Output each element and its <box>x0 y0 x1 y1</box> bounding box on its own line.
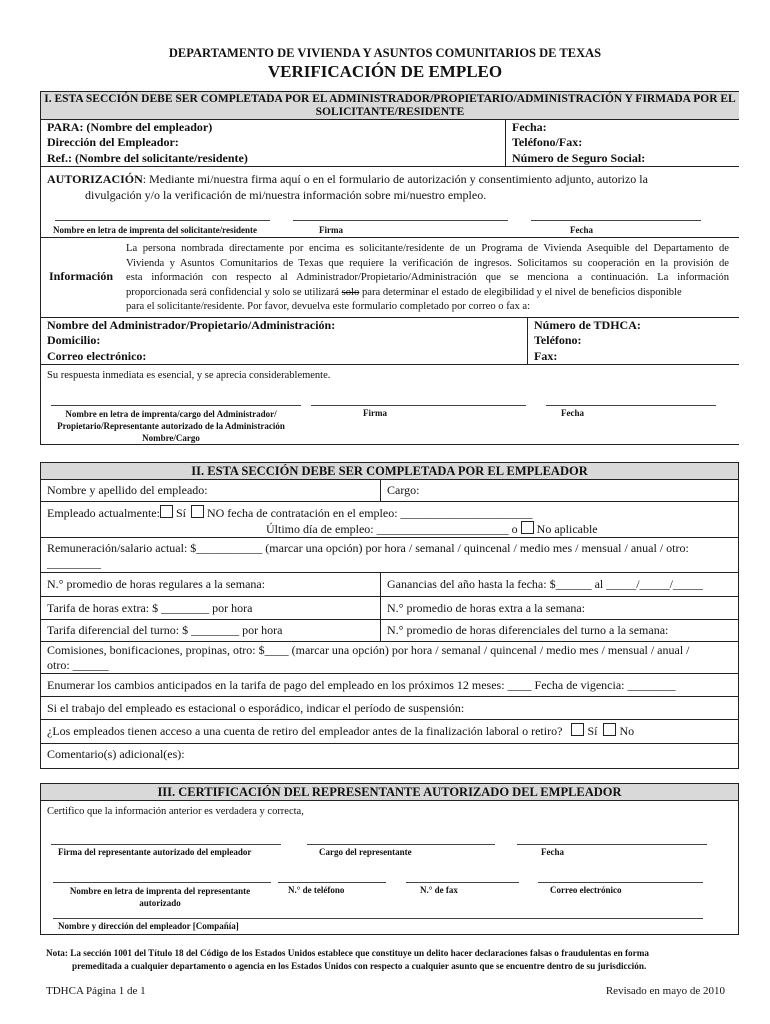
rep-fax-line[interactable] <box>406 882 519 883</box>
shift-row <box>41 620 738 642</box>
hours-row <box>41 573 738 597</box>
applicant-signature-line[interactable] <box>293 220 508 221</box>
info-line-3: esta información con respecto al Administrador/Propietario/Administración que se menciona a continuación. La información <box>126 272 729 284</box>
rep-name-line[interactable] <box>53 882 271 883</box>
commissions-row <box>41 642 738 674</box>
section-2 <box>40 462 739 769</box>
salary-line-1: Remuneración/salario actual: $___________ (marcar una opción) por hora / semanal / quincenal / medio mes / mensual / anual / otro: <box>47 541 689 555</box>
rep-name-label <box>55 885 265 909</box>
section-1-heading-line1: I. ESTA SECCIÓN DEBE SER COMPLETADA POR EL ADMINISTRADOR/PROPIETARIO/ADMINISTRACIÓN Y FIRMADA POR EL <box>44 93 736 105</box>
department-heading: DEPARTAMENTO DE VIVIENDA Y ASUNTOS COMUNITARIOS DE TEXAS <box>168 46 602 60</box>
rep-date-label: Fecha <box>541 847 564 857</box>
authorization-label: AUTORIZACIÓN <box>47 172 143 186</box>
admin-name-label-line1: Nombre en letra de imprenta/cargo del Administrador/ <box>65 409 277 419</box>
legal-note-line1: Nota: La sección 1001 del Título 18 del Código de los Estados Unidos establece que constituye un delito hacer declaraciones falsas o fraudulentas en forma <box>46 948 649 958</box>
retirement-no-label: No <box>619 724 635 738</box>
not-applicable-label: No aplicable <box>536 522 598 536</box>
commissions-line-2: otro: ______ <box>47 658 109 672</box>
employed-yes-label: Sí <box>175 506 186 520</box>
avg-shift-field[interactable]: N.° promedio de horas diferenciales del turno a la semana: <box>387 623 669 637</box>
rep-name-label-line1: Nombre en letra de imprenta del representante <box>69 886 251 896</box>
applicant-date-line[interactable] <box>531 220 701 221</box>
info-struck-word: solo <box>341 286 360 298</box>
position-field[interactable]: Cargo: <box>387 483 420 497</box>
rep-phone-line[interactable] <box>278 882 386 883</box>
ssn-label[interactable]: Número de Seguro Social: <box>512 151 646 165</box>
section-3-heading: III. CERTIFICACIÓN DEL REPRESENTANTE AUTORIZADO DEL EMPLEADOR <box>41 784 738 801</box>
salary-field[interactable] <box>47 541 689 571</box>
admin-name-row <box>41 318 739 333</box>
employed-yes-checkbox[interactable] <box>160 505 173 518</box>
section-3 <box>40 783 739 935</box>
seasonal-field[interactable]: Si el trabajo del empleado es estacional o esporádico, indicar el período de suspensión: <box>47 701 465 715</box>
rep-phone-label: N.° de teléfono <box>288 885 345 895</box>
authorization-text-line2: divulgación y/o la verificación de mi/nuestra información sobre mi/nuestro empleo. <box>85 188 487 202</box>
section-1 <box>40 91 739 445</box>
admin-signature-label: Firma <box>363 408 387 418</box>
admin-signature-line[interactable] <box>311 405 526 406</box>
retirement-question <box>41 720 738 743</box>
rep-date-line[interactable] <box>517 844 707 845</box>
info-line-4b: para determinar el estado de elegibilidad y el nivel de beneficios disponible <box>359 286 682 298</box>
applicant-signature-label: Firma <box>319 225 343 235</box>
certify-statement: Certifico que la información anterior es verdadera y correcta, <box>47 806 304 817</box>
rep-name-label-line2: autorizado <box>139 898 181 908</box>
page-number: TDHCA Página 1 de 1 <box>46 985 146 997</box>
anticipated-row <box>41 674 738 697</box>
retirement-yes-label: Sí <box>587 724 598 738</box>
legal-note <box>46 947 649 973</box>
rep-position-line[interactable] <box>307 844 495 845</box>
admin-phone-label[interactable]: Teléfono: <box>534 333 582 347</box>
comments-row <box>41 744 738 768</box>
anticipated-changes-field[interactable]: Enumerar los cambios anticipados en la tarifa de pago del empleado en los próximos 12 meses: ____ Fecha de vigencia: ________ <box>47 678 676 692</box>
para-row <box>41 120 739 135</box>
retirement-question-text: ¿Los empleados tienen acceso a una cuenta de retiro del empleador antes de la finalización laboral o retiro? <box>47 724 563 738</box>
rep-signature-label: Firma del representante autorizado del empleador <box>58 847 252 857</box>
admin-address-row <box>41 333 739 348</box>
authorization-text <box>47 171 648 203</box>
admin-date-line[interactable] <box>546 405 716 406</box>
retirement-no-checkbox[interactable] <box>603 723 616 736</box>
admin-name-line[interactable] <box>51 405 301 406</box>
response-note: Su respuesta inmediata es esencial, y se aprecia considerablemente. <box>47 370 331 381</box>
tdhca-number-label[interactable]: Número de TDHCA: <box>534 318 641 332</box>
information-text <box>126 242 729 315</box>
section-1-heading <box>41 92 739 120</box>
applicant-name-label[interactable]: Ref.: (Nombre del solicitante/residente) <box>41 150 506 166</box>
seasonal-row <box>41 697 738 720</box>
overtime-rate-field[interactable]: Tarifa de horas extra: $ ________ por hora <box>41 597 381 619</box>
admin-email-label[interactable]: Correo electrónico: <box>41 348 528 364</box>
legal-note-line2: premeditada a cualquier departamento o agencia en los Estados Unidos con respecto a cualquier asunto que se encuentre dentro de su jurisdicción. <box>72 961 647 971</box>
authorization-text-line1: : Mediante mi/nuestra firma aquí o en el formulario de autorización y consentimiento adjunto, autorizo la <box>142 172 648 186</box>
info-line-4a: proporcionada será confidencial y solo se utilizará <box>126 286 342 298</box>
employee-name-row <box>41 480 738 502</box>
address-row <box>41 135 739 150</box>
employed-now-label: Empleado actualmente: <box>47 506 160 520</box>
info-line-1: La persona nombrada directamente por encima es solicitante/residente de un Programa de Vivienda Asequible del Departamento de <box>126 243 729 254</box>
rep-fax-label: N.° de fax <box>420 885 458 895</box>
admin-name-label[interactable]: Nombre del Administrador/Propietario/Administración: <box>41 318 528 333</box>
retirement-row <box>41 720 738 744</box>
section-2-heading: II. ESTA SECCIÓN DEBE SER COMPLETADA POR EL EMPLEADOR <box>41 463 738 480</box>
information-label: Información <box>49 269 113 283</box>
admin-name-label-line3: Nombre/Cargo <box>142 433 200 443</box>
applicant-name-line[interactable] <box>55 220 270 221</box>
ref-row <box>41 150 739 167</box>
form-title: VERIFICACIÓN DE EMPLEO <box>267 62 503 81</box>
employer-address-label[interactable]: Dirección del Empleador: <box>41 135 506 150</box>
rep-email-line[interactable] <box>538 882 703 883</box>
admin-date-label: Fecha <box>561 408 584 418</box>
info-line-2: Vivienda y Asuntos Comunitarios de Texas que requiere la verificación de ingresos. Solicitamos su cooperación en la provisión de <box>126 257 729 269</box>
last-day-field[interactable]: Último día de empleo: ______________________ o <box>266 522 518 536</box>
comments-field[interactable]: Comentario(s) adicional(es): <box>47 747 185 761</box>
admin-printed-name-label <box>41 408 301 444</box>
date-label[interactable]: Fecha: <box>512 120 547 134</box>
employer-name-address-line[interactable] <box>53 918 703 919</box>
commissions-line-1: Comisiones, bonificaciones, propinas, otro: $____ (marcar una opción) por hora / semanal / quincenal / medio mes / mensual / anual / <box>47 643 690 657</box>
revision-date: Revisado en mayo de 2010 <box>605 985 725 997</box>
ytd-earnings-field[interactable]: Ganancias del año hasta la fecha: $______ al _____/_____/_____ <box>387 577 703 591</box>
salary-row <box>41 538 738 573</box>
hire-date-field[interactable]: NO fecha de contratación en el empleo: ______________________ <box>206 506 533 520</box>
overtime-row <box>41 597 738 620</box>
information-row <box>41 238 739 318</box>
not-applicable-checkbox[interactable] <box>521 521 534 534</box>
info-line-4 <box>126 286 729 301</box>
applicant-printed-name-label: Nombre en letra de imprenta del solicitante/residente <box>53 225 257 235</box>
rep-signature-line[interactable] <box>51 844 281 845</box>
admin-email-row <box>41 348 739 365</box>
employer-name-address-label: Nombre y dirección del empleador [Compañía] <box>58 921 239 931</box>
applicant-date-label: Fecha <box>570 225 593 235</box>
info-line-5: para el solicitante/residente. Por favor, devuelva este formulario completado por correo o fax a: <box>126 301 531 313</box>
employer-name-label[interactable]: PARA: (Nombre del empleador) <box>41 120 506 135</box>
rep-position-label: Cargo del representante <box>319 847 412 857</box>
admin-address-label[interactable]: Domicilio: <box>41 333 528 348</box>
employed-no-checkbox[interactable] <box>191 505 204 518</box>
avg-overtime-field[interactable]: N.° promedio de horas extra a la semana: <box>387 601 586 615</box>
last-day-line <box>266 521 598 537</box>
employment-status-row <box>41 502 738 538</box>
admin-fax-label[interactable]: Fax: <box>534 349 558 363</box>
employed-now-line <box>47 505 533 521</box>
salary-line-2: _________ <box>47 556 101 570</box>
avg-hours-field[interactable]: N.° promedio de horas regulares a la semana: <box>41 573 381 596</box>
rep-email-label: Correo electrónico <box>550 885 622 895</box>
employee-name-field[interactable]: Nombre y apellido del empleado: <box>41 480 381 501</box>
commissions-field[interactable] <box>47 643 690 673</box>
phone-fax-label[interactable]: Teléfono/Fax: <box>512 135 583 149</box>
admin-name-label-line2: Propietario/Representante autorizado de la Administración <box>57 421 285 431</box>
retirement-yes-checkbox[interactable] <box>571 723 584 736</box>
shift-rate-field[interactable]: Tarifa diferencial del turno: $ ________ por hora <box>41 620 381 641</box>
section-1-heading-line2: SOLICITANTE/RESIDENTE <box>315 106 465 118</box>
applicant-signature-row <box>41 222 739 238</box>
